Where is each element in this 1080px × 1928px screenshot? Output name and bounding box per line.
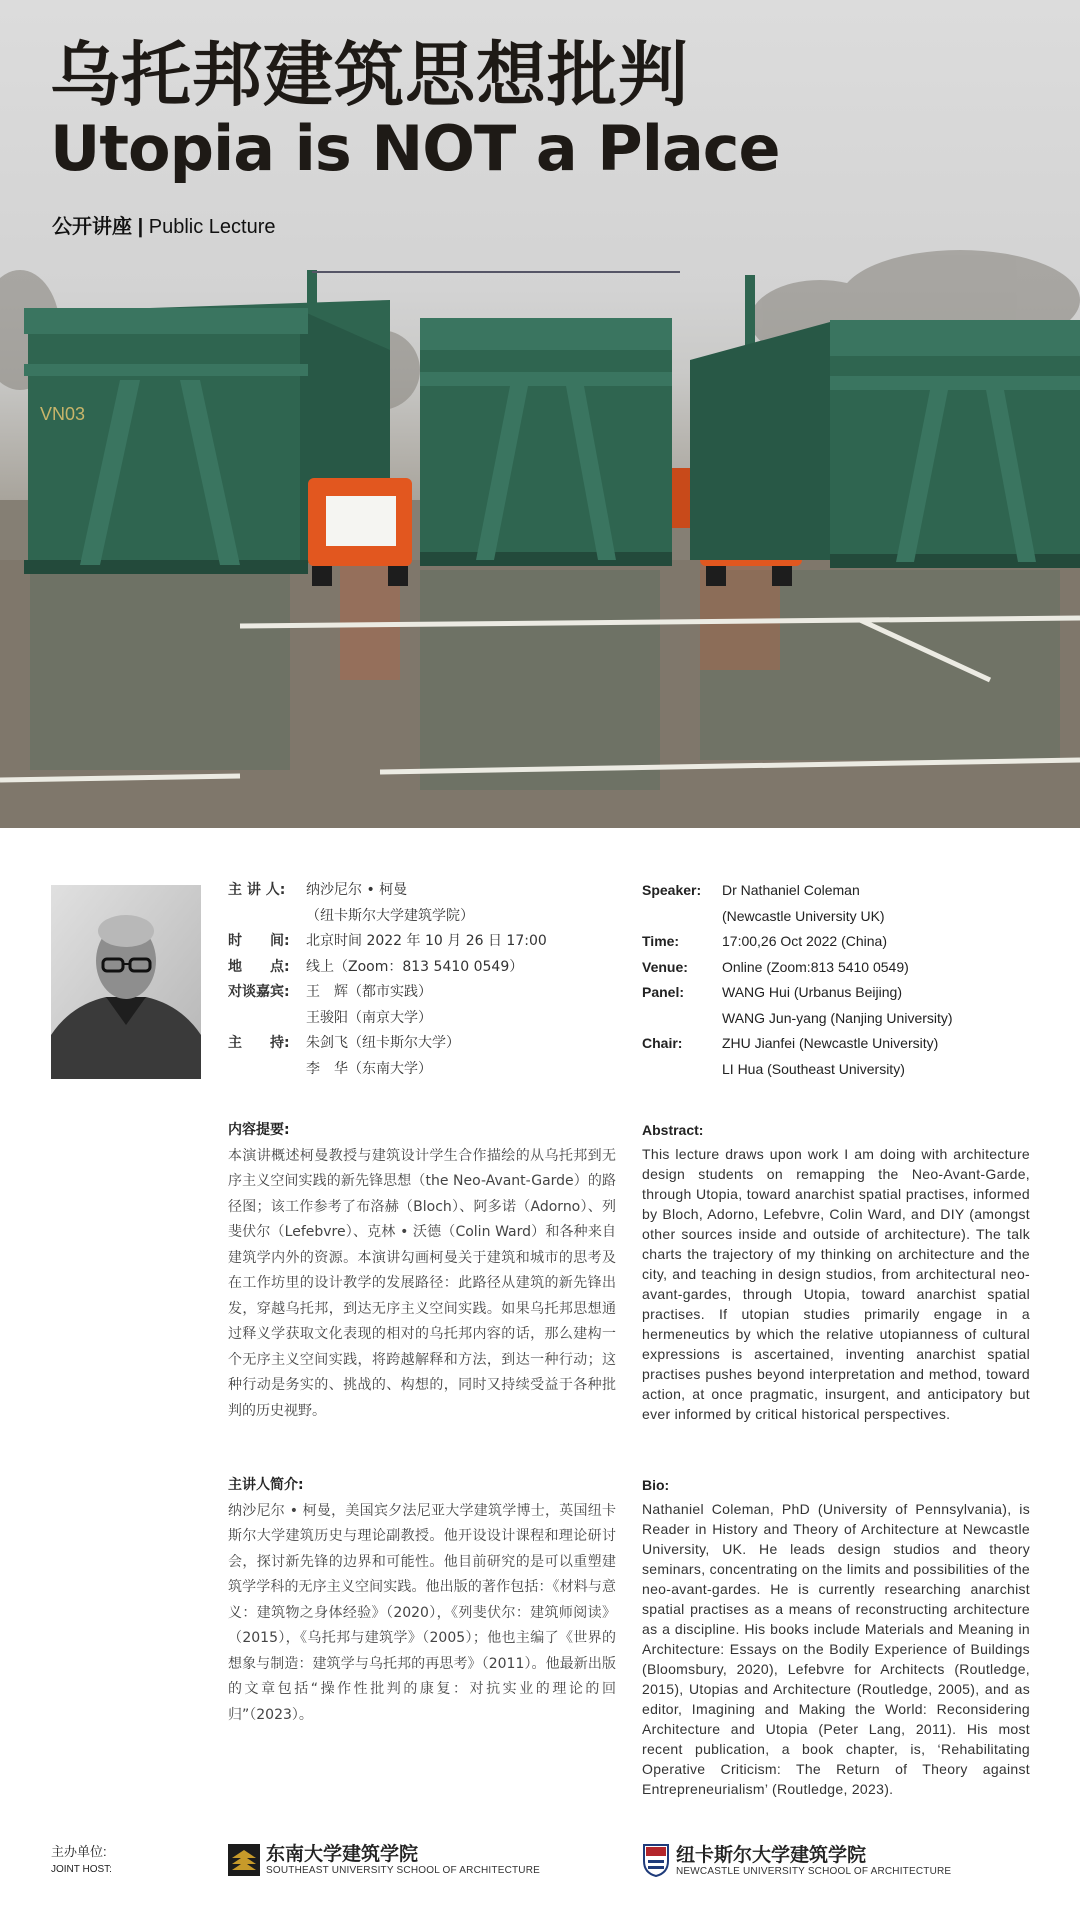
speaker-label-en: Speaker:: [642, 882, 702, 898]
abstract-body-en: This lecture draws upon work I am doing with architecture design students on remapping the Neo-Avant-Garde, through Utopia, toward anarchist spatial practises, informed by Bloch, Adorno, Lefebvre, Colin Ward, and DIY (amongst other sources inside and outside of architecture). The talk charts the trajectory of my thinking on architecture and the city, and teaching in design studios, from architectural neo-avant-gardes, through Utopia, toward anarchist spatial practises. If utopian studies primarily engage in a hermeneutics by which the relative utopianness of cultural expressions is ascertained, inventing anarchist spatial practises pushes beyond interpretation and method, toward action, at once pragmatic, insurgent, and anticipatory but ever informed by critical historical perspectives.: [642, 1145, 1030, 1422]
hero-photo: [0, 0, 1080, 828]
panel-1-en: WANG Hui (Urbanus Beijing): [722, 984, 902, 1000]
chair-1-en: ZHU Jianfei (Newcastle University): [722, 1035, 939, 1051]
lecture-type-separator: |: [137, 216, 144, 238]
time-label-cn: 时 间:: [228, 933, 290, 949]
speaker-portrait: [51, 885, 201, 1079]
joint-host-label: [51, 1843, 112, 1879]
panel-label-cn: 对谈嘉宾:: [228, 984, 290, 1000]
chair-2-cn: 李 华（东南大学）: [306, 1060, 432, 1077]
joint-host-label-cn: 主办单位:: [51, 1844, 107, 1859]
abstract-title-en: Abstract:: [642, 1122, 704, 1138]
title-chinese: 乌托邦建筑思想批判: [50, 34, 689, 116]
speaker-affil-cn: （纽卡斯尔大学建筑学院）: [306, 907, 474, 924]
venue-value-cn: 线上（Zoom：813 5410 0549）: [306, 958, 524, 975]
speaker-label-cn: 主 讲 人:: [228, 882, 286, 898]
chair-label-en: Chair:: [642, 1035, 683, 1051]
abstract-title-cn: 内容提要:: [228, 1122, 290, 1138]
time-value-cn: 北京时间 2022 年 10 月 26 日 17:00: [306, 933, 547, 949]
panel-2-cn: 王骏阳（南京大学）: [306, 1009, 432, 1026]
speaker-affil-en: (Newcastle University UK): [722, 907, 885, 924]
container-right: [690, 320, 1080, 568]
panel-1-cn: 王 辉（都市实践）: [306, 984, 432, 1000]
time-label-en: Time:: [642, 933, 680, 949]
ncl-logo: [642, 1843, 951, 1877]
title-english: Utopia is NOT a Place: [50, 112, 780, 185]
lecture-type: [52, 210, 275, 239]
venue-label-cn: 地 点:: [228, 958, 290, 975]
bio-body-en: Nathaniel Coleman, PhD (University of Pennsylvania), is Reader in History and Theory of Architecture at Newcastle University, UK. He leads design studios and theory seminars, concentrating on the limits and possibilities of the neo-avant-gardes. He is currently researching anarchist spatial practises as a means of reconstructing architecture as a discipline. His books include Materials and Meaning in Architecture: Essays on the Bodily Experience of Buildings (Bloomsbury, 2020), Lefebvre for Architects (Routledge, 2015), Utopias and Architecture (Routledge, 2005), and as editor, Imagining and Making the World: Reconsidering Architecture and Utopia (Peter Lang, 2011). His most recent publication, a book chapter, is, ‘Rehabilitating Operative Criticism: The Return of Theory against Entrepreneurialism’ (Routledge, 2023).: [642, 1500, 1030, 1797]
bio-title-cn: 主讲人简介:: [228, 1477, 304, 1493]
seu-emblem-icon: [228, 1844, 260, 1876]
bio-section-en: [642, 1473, 1030, 1799]
seu-logo: [228, 1843, 540, 1876]
venue-value-en: Online (Zoom:813 5410 0549): [722, 958, 909, 975]
ncl-crest-icon: [642, 1843, 670, 1877]
bio-section-cn: [228, 1473, 616, 1728]
abstract-body-cn: 本演讲概述柯曼教授与建筑设计学生合作描绘的从乌托邦到无序主义空间实践的新先锋思想（the Neo-Avant-Garde）的路径图；该工作参考了布洛赫（Bloch）、阿多诺（Adorno）、列斐伏尔（Lefebvre）、克林 • 沃德（Colin Ward）和各种来自建筑学内外的资源。本演讲勾画柯曼关于建筑和城市的思考及在工作坊里的设计教学的发展路径：此路径从建筑的新先锋出发，穿越乌托邦，到达无序主义空间实践。如果乌托邦思想通过释义学获取文化表现的相对的乌托邦内容的话，那么建构一个无序主义空间实践，将跨越解释和方法，到达一种行动；这种行动是务实的、挑战的、构想的，同时又持续受益于各种批判的历史视野。: [228, 1147, 616, 1419]
panel-2-en: WANG Jun-yang (Nanjing University): [722, 1009, 953, 1026]
abstract-section-en: [642, 1118, 1030, 1424]
speaker-name-cn: 纳沙尼尔 • 柯曼: [306, 882, 408, 898]
time-value-en: 17:00,26 Oct 2022 (China): [722, 933, 887, 949]
info-block-cn: [228, 878, 547, 1082]
bio-body-cn: 纳沙尼尔 • 柯曼，美国宾夕法尼亚大学建筑学博士，英国纽卡斯尔大学建筑历史与理论副教授。他开设设计课程和理论研讨会，探讨新先锋的边界和可能性。他目前研究的是可以重塑建筑学学科的无序主义空间实践。他出版的著作包括：《材料与意义：建筑物之身体经验》（2020），《列斐伏尔：建筑师阅读》（2015），《乌托邦与建筑学》（2005）；他也主编了《世界的想象与制造：建筑学与乌托邦的再思考》（2011）。他最新出版的文章包括“操作性批判的康复：对抗实业的理论的回归”（2023）。: [228, 1502, 616, 1723]
ncl-name-en: NEWCASTLE UNIVERSITY SCHOOL OF ARCHITECTURE: [676, 1865, 952, 1877]
ncl-name-cn: 纽卡斯尔大学建筑学院: [676, 1843, 867, 1866]
chair-label-cn: 主 持:: [228, 1035, 290, 1051]
svg-text:VN03: VN03: [40, 404, 86, 424]
panel-label-en: Panel:: [642, 984, 685, 1000]
chair-2-en: LI Hua (Southeast University): [722, 1060, 905, 1077]
abstract-section-cn: [228, 1118, 616, 1424]
bio-title-en: Bio:: [642, 1477, 670, 1493]
joint-host-label-en: JOINT HOST:: [51, 1864, 112, 1875]
speaker-name-en: Dr Nathaniel Coleman: [722, 882, 860, 898]
info-block-en: [642, 878, 953, 1082]
chair-1-cn: 朱剑飞（纽卡斯尔大学）: [306, 1035, 460, 1051]
seu-name-cn: 东南大学建筑学院: [266, 1843, 419, 1865]
container-middle: [420, 318, 672, 566]
lecture-type-en: Public Lecture: [148, 216, 276, 238]
seu-name-en: SOUTHEAST UNIVERSITY SCHOOL OF ARCHITECTURE: [266, 1865, 541, 1876]
lecture-type-cn: 公开讲座: [52, 216, 132, 238]
venue-label-en: Venue:: [642, 958, 688, 975]
